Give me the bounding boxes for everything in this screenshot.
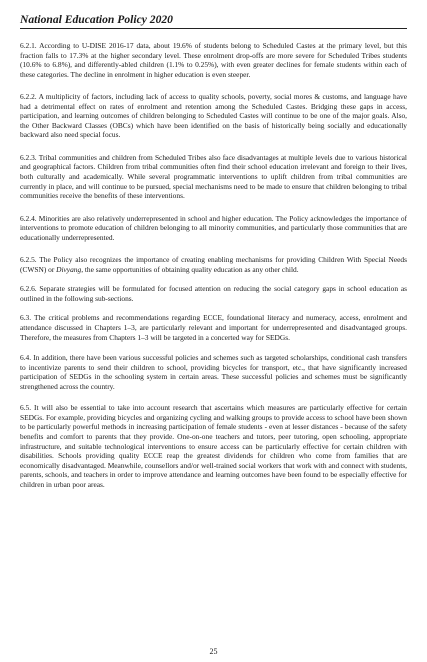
- paragraph-6-2-6: 6.2.6. Separate strategies will be formulated for focused attention on reducing the social category gaps in school education as outlined in the following sub-sections.: [20, 284, 407, 303]
- paragraph-6-2-5-text-before: 6.2.5. The Policy also recognizes the importance of creating enabling mechanisms for providing Children With Special Needs (CWSN) or: [20, 255, 407, 274]
- paragraph-6-2-5-italic-term: Divyang: [56, 264, 82, 274]
- page-number: 25: [209, 647, 218, 656]
- paragraph-6-2-4: 6.2.4. Minorities are also relatively underrepresented in school and higher education. The Policy acknowledges the importance of interventions to promote education of children belonging to all minority communities, and particularly those communities that are educationally underrepresented.: [20, 213, 407, 242]
- paragraph-6-2-3: 6.2.3. Tribal communities and children from Scheduled Tribes also face disadvantages at multiple levels due to various historical and geographical factors. Children from tribal communities often find their school education irrelevant and foreign to their lives, both culturally and academically. While several programmatic interventions to uplift children from tribal communities are currently in place, and will continue to be pursued, special mechanisms need to be made to ensure that children belonging to tribal communities receive the benefits of these interventions.: [20, 152, 407, 201]
- paragraph-6-2-1: 6.2.1. According to U-DISE 2016-17 data, about 19.6% of students belong to Scheduled Castes at the primary level, but this fraction falls to 17.3% at the higher secondary level. These enrolment drop-offs are more severe for Scheduled Tribes students (10.6% to 6.8%), and differently-abled children (1.1% to 0.25%), with even greater declines for female students within each of these categories. The decline in enrolment in higher education is even steeper.: [20, 41, 407, 79]
- paragraph-6-4: 6.4. In addition, there have been various successful policies and schemes such as targeted scholarships, conditional cash transfers to incentivize parents to send their children to school, providing bicycles for transport, etc., that have significantly increased participation of SEDGs in the schooling system in certain areas. These successful policies and schemes must be significantly strengthened across the country.: [20, 353, 407, 391]
- paragraph-6-5: 6.5. It will also be essential to take into account research that ascertains which measures are particularly effective for certain SEDGs. For example, providing bicycles and organizing cycling and walking groups to provide access to school have been shown to be particularly powerful methods in increasing participation of female students - even at lesser distances - because of the safety benefits and comfort to parents that they provide. One-on-one teachers and tutors, peer tutoring, open schooling, appropriate infrastructure, and suitable technological interventions to ensure access can be particularly effective for certain children with disabilities. Schools providing quality ECCE reap the greatest dividends for children who come from families that are economically disadvantaged. Meanwhile, counsellors and/or well-trained social workers that work with and connect with students, parents, schools, and teachers in order to improve attendance and learning outcomes have been found to be especially effective for children in urban poor areas.: [20, 403, 407, 489]
- page-header-title: National Education Policy 2020: [20, 13, 407, 29]
- paragraph-6-2-2: 6.2.2. A multiplicity of factors, including lack of access to quality schools, poverty, social mores & customs, and language have had a detrimental effect on rates of enrolment and retention among the Scheduled Castes. Bridging these gaps in access, participation, and learning outcomes of children belonging to Scheduled Castes will continue to be one of the major goals. Also, the Other Backward Classes (OBCs) which have been identified on the basis of historically being socially and educationally backward also need special focus.: [20, 92, 407, 140]
- paragraph-6-2-5: [20, 255, 407, 274]
- paragraph-6-3: 6.3. The critical problems and recommendations regarding ECCE, foundational literacy and numeracy, access, enrolment and attendance discussed in Chapters 1–3, are particularly relevant and important for underrepresented and disadvantaged groups. Therefore, the measures from Chapters 1–3 will be targeted in a concerted way for SEDGs.: [20, 313, 407, 342]
- paragraph-6-2-5-text-after: , the same opportunities of obtaining quality education as any other child.: [81, 264, 299, 274]
